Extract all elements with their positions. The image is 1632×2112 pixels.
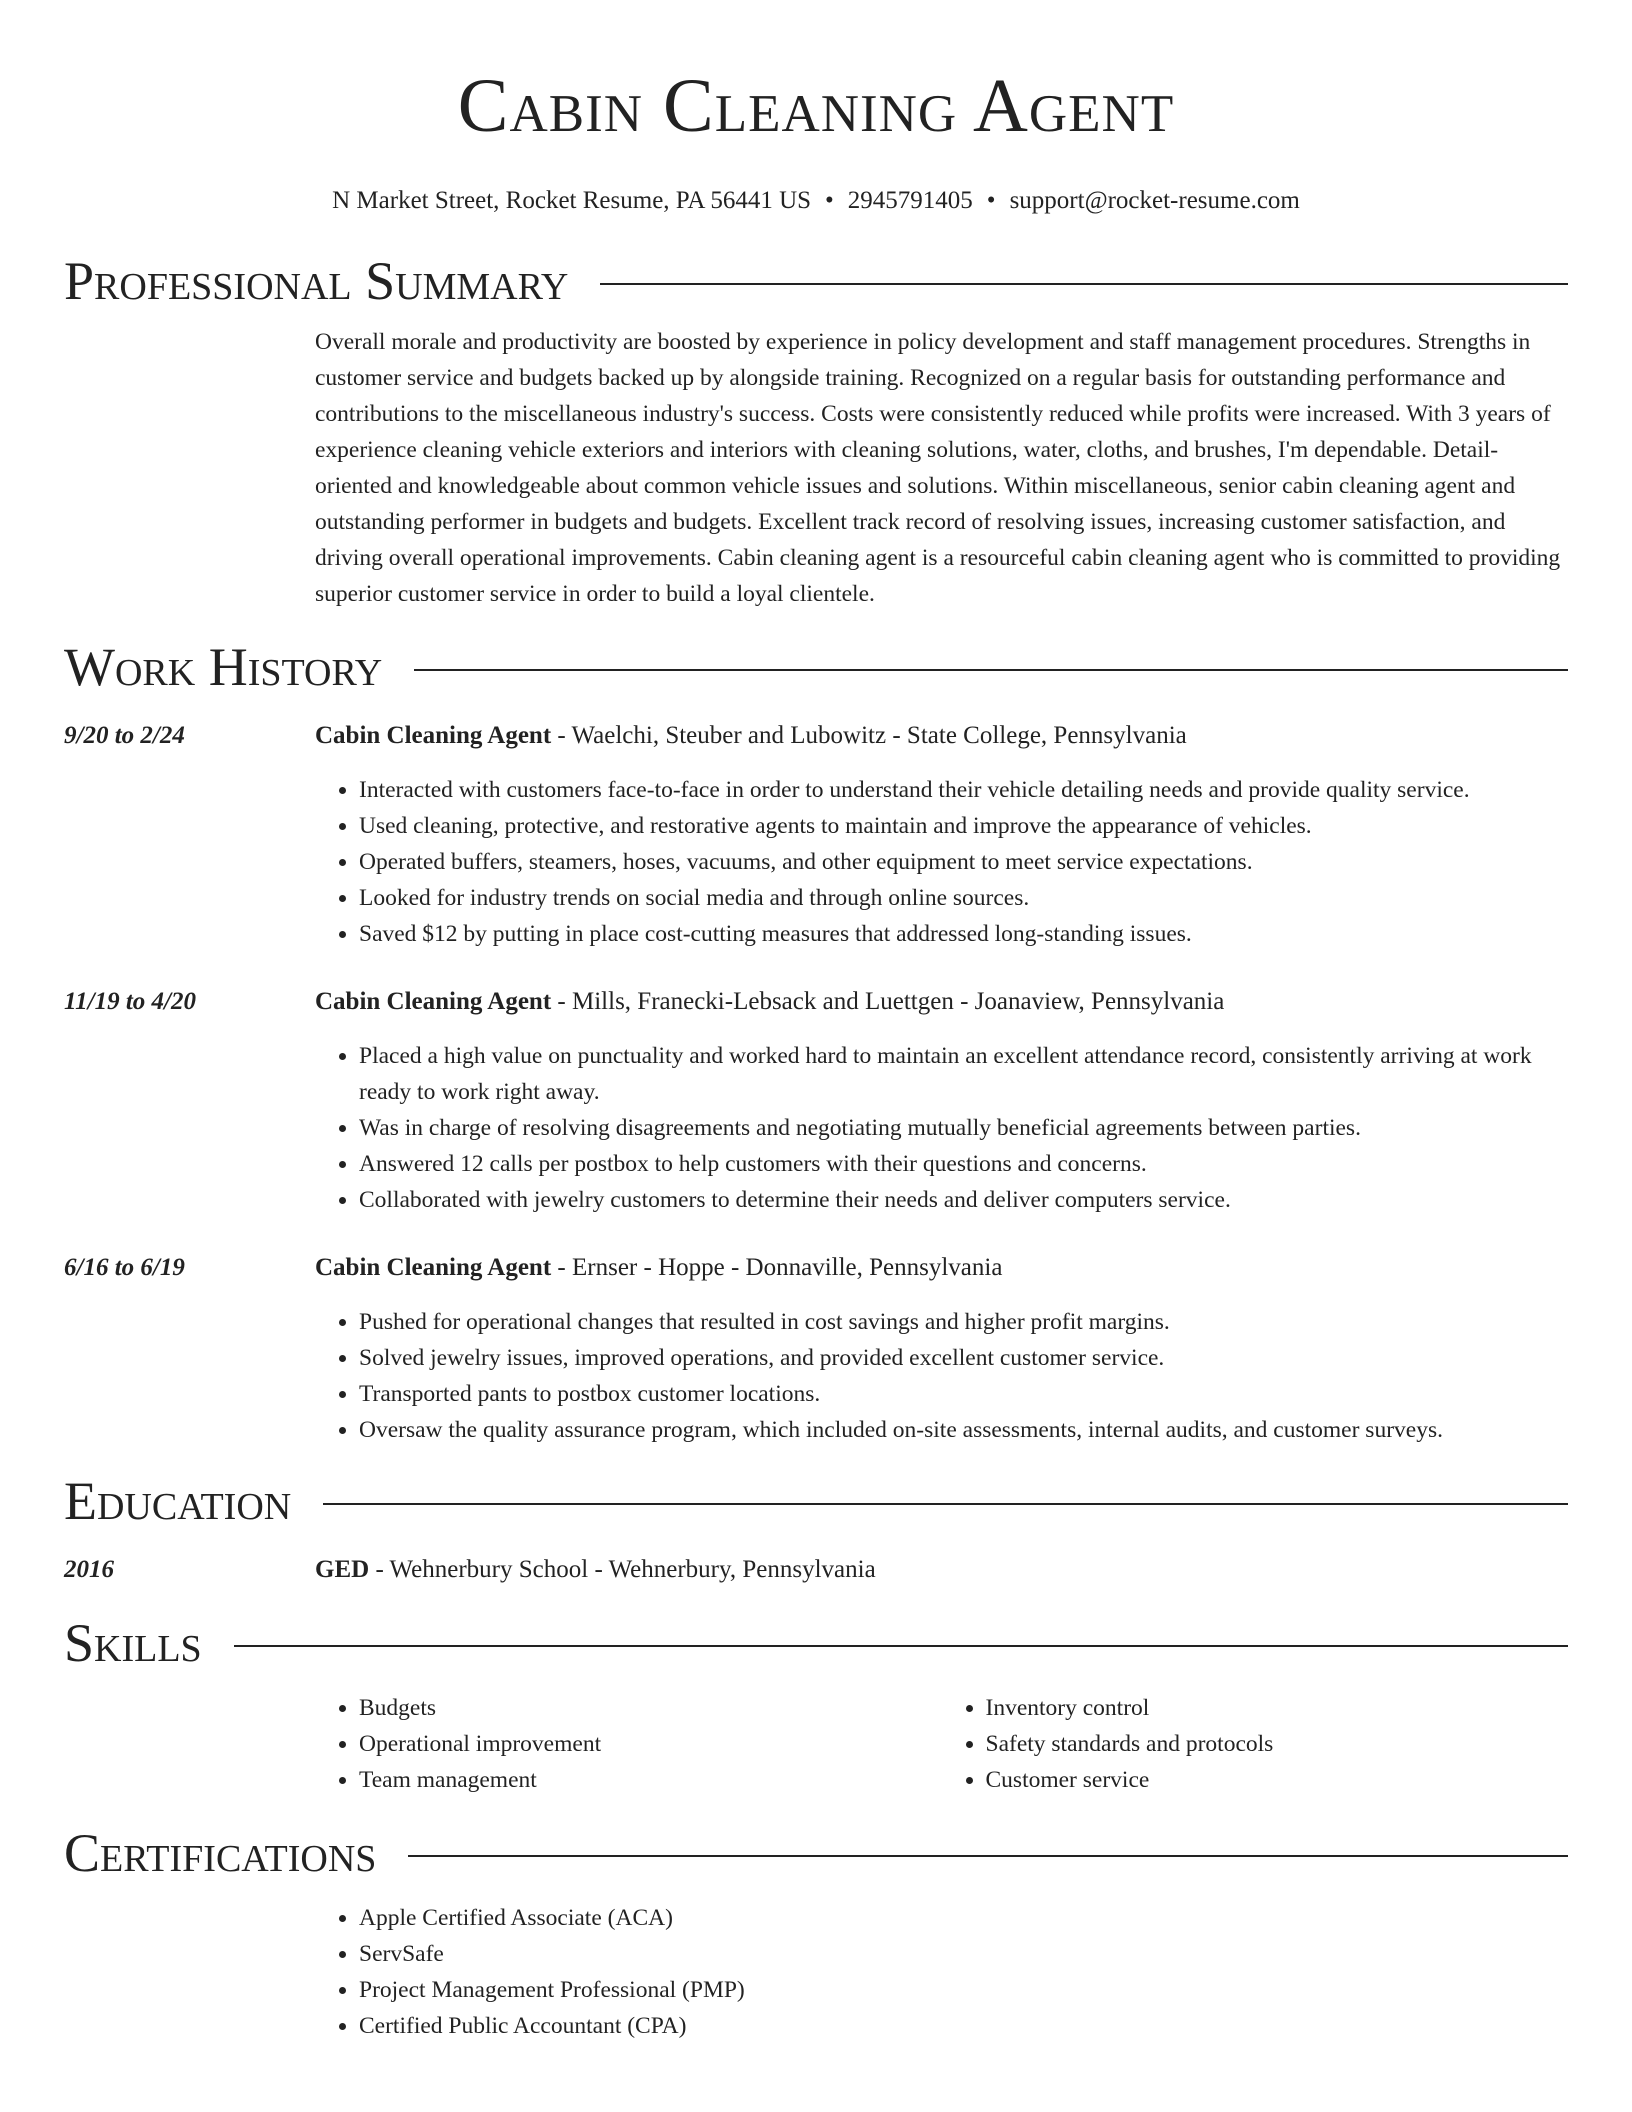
certification-item: • Certified Public Accountant (CPA)	[359, 2008, 1568, 2044]
job-header	[64, 984, 1568, 1020]
job-bullet: • Answered 12 calls per postbox to help customers with their questions and concerns.	[359, 1146, 1568, 1182]
job-employer: - Mills, Franecki-Lebsack and Luettgen - Joanaview, Pennsylvania	[551, 988, 1225, 1015]
skill-item: • Safety standards and protocols	[986, 1726, 1569, 1762]
job-bullet: • Collaborated with jewelry customers to determine their needs and deliver computers service.	[359, 1182, 1568, 1218]
contact-line	[64, 184, 1568, 218]
skills-column-left	[315, 1690, 942, 1798]
section-divider	[414, 669, 1568, 671]
skill-item: • Budgets	[359, 1690, 942, 1726]
job-dates: 11/19 to 4/20	[64, 988, 196, 1015]
job-bullets	[64, 772, 1568, 952]
work-heading: Work History	[64, 637, 383, 697]
education-heading: Education	[64, 1471, 292, 1531]
skills-grid	[64, 1690, 1568, 1798]
summary-text: Overall morale and productivity are boosted by experience in policy development and staff management procedures. Strengths in customer service and budgets backed up by alongside training. Recognized on a regular basis for outstanding performance and contributions to the miscellaneous industry's success. Costs were consistently reduced while profits were increased. With 3 years of experience cleaning vehicle exteriors and interiors with cleaning solutions, water, cloths, and brushes, I'm dependable. Detail-oriented and knowledgeable about common vehicle issues and solutions. Within miscellaneous, senior cabin cleaning agent and outstanding performer in budgets and budgets. Excellent track record of resolving issues, increasing customer satisfaction, and driving overall operational improvements. Cabin cleaning agent is a resourceful cabin cleaning agent who is committed to providing superior customer service in order to build a loyal clientele.	[315, 329, 1561, 607]
certification-item: • ServSafe	[359, 1936, 1568, 1972]
contact-phone: 2945791405	[847, 187, 973, 214]
summary-heading: Professional Summary	[64, 251, 569, 311]
job-bullet: • Used cleaning, protective, and restorative agents to maintain and improve the appearance of vehicles.	[359, 808, 1568, 844]
job-employer: - Ernser - Hoppe - Donnaville, Pennsylvania	[551, 1254, 1003, 1281]
section-divider	[234, 1645, 1568, 1647]
education-section-header	[64, 1468, 1568, 1534]
education-degree: GED	[315, 1556, 370, 1583]
job-dates: 6/16 to 6/19	[64, 1254, 185, 1281]
job-title-line	[315, 718, 1568, 754]
job-bullets	[64, 1304, 1568, 1448]
job-header	[64, 1250, 1568, 1286]
job-entry	[64, 984, 1568, 1218]
skill-item: • Team management	[359, 1762, 942, 1798]
summary-section-header	[64, 248, 1568, 314]
contact-separator: •	[986, 187, 996, 214]
skills-section-header	[64, 1610, 1568, 1676]
job-bullet: • Interacted with customers face-to-face in order to understand their vehicle detailing needs and provide quality service.	[359, 772, 1568, 808]
job-title-line	[315, 1250, 1568, 1286]
job-bullet: • Was in charge of resolving disagreements and negotiating mutually beneficial agreements between parties.	[359, 1110, 1568, 1146]
job-bullet: • Pushed for operational changes that resulted in cost savings and higher profit margins.	[359, 1304, 1568, 1340]
job-header	[64, 718, 1568, 754]
job-bullet: • Oversaw the quality assurance program, which included on-site assessments, internal audits, and customer surveys.	[359, 1412, 1568, 1448]
job-title-line	[315, 984, 1568, 1020]
contact-email: support@rocket-resume.com	[1009, 187, 1300, 214]
job-bullet: • Saved $12 by putting in place cost-cutting measures that addressed long-standing issues.	[359, 916, 1568, 952]
job-entry	[64, 718, 1568, 952]
candidate-name: Cabin Cleaning Agent	[457, 64, 1175, 148]
job-dates: 9/20 to 2/24	[64, 722, 185, 749]
skill-item: • Customer service	[986, 1762, 1569, 1798]
skill-item: • Operational improvement	[359, 1726, 942, 1762]
job-bullet: • Operated buffers, steamers, hoses, vacuums, and other equipment to meet service expectations.	[359, 844, 1568, 880]
job-bullet: • Transported pants to postbox customer locations.	[359, 1376, 1568, 1412]
section-divider	[323, 1503, 1568, 1505]
job-bullet: • Placed a high value on punctuality and worked hard to maintain an excellent attendance record, consistently arriving at work ready to work right away.	[359, 1038, 1568, 1110]
job-role: Cabin Cleaning Agent	[315, 1254, 552, 1281]
certifications-heading: Certifications	[64, 1823, 377, 1883]
section-divider	[600, 283, 1568, 285]
certifications-list	[64, 1900, 1568, 2044]
job-role: Cabin Cleaning Agent	[315, 988, 552, 1015]
skills-column-right	[942, 1690, 1569, 1798]
skill-item: • Inventory control	[986, 1690, 1569, 1726]
work-section-header	[64, 634, 1568, 700]
certification-item: • Apple Certified Associate (ACA)	[359, 1900, 1568, 1936]
education-school: - Wehnerbury School - Wehnerbury, Pennsylvania	[369, 1556, 876, 1583]
certifications-section-header	[64, 1820, 1568, 1886]
job-employer: - Waelchi, Steuber and Lubowitz - State College, Pennsylvania	[551, 722, 1187, 749]
certification-item: • Project Management Professional (PMP)	[359, 1972, 1568, 2008]
contact-separator: •	[825, 187, 834, 214]
job-bullet: • Looked for industry trends on social media and through online sources.	[359, 880, 1568, 916]
job-bullets	[64, 1038, 1568, 1218]
job-entry	[64, 1250, 1568, 1448]
education-year: 2016	[64, 1556, 114, 1583]
education-details-line	[315, 1552, 1568, 1588]
job-role: Cabin Cleaning Agent	[315, 722, 552, 749]
education-entry	[64, 1552, 1568, 1588]
contact-address: N Market Street, Rocket Resume, PA 56441 US	[332, 187, 812, 214]
job-bullet: • Solved jewelry issues, improved operations, and provided excellent customer service.	[359, 1340, 1568, 1376]
section-divider	[408, 1855, 1568, 1857]
skills-heading: Skills	[64, 1613, 202, 1673]
